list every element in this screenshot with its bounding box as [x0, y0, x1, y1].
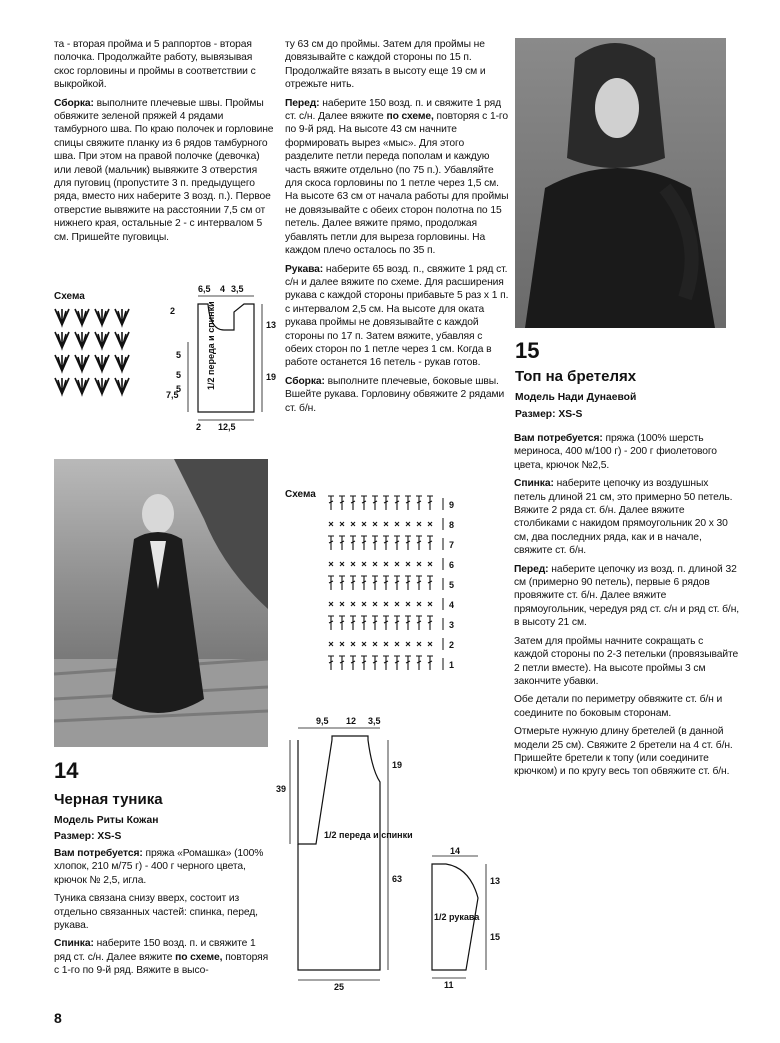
project-15-model: Модель Нади Дунаевой [515, 392, 637, 403]
paragraph [285, 263, 509, 370]
crochet-fan-symbol [95, 309, 109, 325]
paragraph [514, 432, 740, 472]
crochet-fan-symbol [75, 332, 89, 348]
dim-label: 3,5 [368, 716, 381, 726]
dim-label: 19 [266, 372, 277, 382]
crochet-fan-symbol [115, 309, 129, 325]
back-text: наберите 150 возд. п. и свяжите 1 ряд ст. с/н. Далее вяжите [54, 938, 256, 963]
project-14-number: 14 [54, 758, 79, 783]
need-label: Вам потребуется: [54, 848, 143, 859]
dim-label: 11 [444, 980, 454, 990]
crochet-fan-symbol [55, 378, 69, 394]
sleeve-label: Рукава: [285, 263, 324, 275]
dim-label: 6,5 [198, 284, 211, 294]
dim-label: 3,5 [231, 284, 244, 294]
dim-label: 63 [392, 874, 403, 884]
row-number: 1 [449, 660, 455, 670]
dim-label: 39 [276, 784, 287, 794]
size-value: XS-S [558, 409, 583, 420]
paragraph [285, 375, 509, 415]
paragraph [514, 563, 740, 630]
schema-label: Схема [54, 291, 85, 302]
front-text-tail: повторяя с 1-го по 9-й ряд. На высоте 43 см начните формировать вырез «мыс». Для этого разделите петли переда пополам и каждую часть вяжите отдельно (по 75 п.). Убавляйте для скоса горловины по 1 петле через 1,5 см. На высоте 63 см от начала работы для проймы не довязывайте с обеих сторон полотна по 15 петель. Далее вяжите прямо, продолжая убавлять петли для выреза горловины. На каждом плечо осталось по 35 п. [285, 111, 509, 257]
sleeve-text: наберите 65 возд. п., свяжите 1 ряд ст. с/н и далее вяжите по схеме. Для расширения рукава с каждой стороны прибавьте 5 раз х 1 п. с интервалом 2,5 см. На высоте для оката рукава проймы не довязывайте с каждой стороны по 17 п. Затем вяжите, убавляя с обеих сторон по 1 петле через 1 см. Когда в работе останется 16 петель - рукав готов. [285, 263, 509, 369]
top-photo-illustration [515, 38, 726, 328]
dim-label: 5 [176, 370, 182, 380]
row-number: 7 [449, 540, 455, 550]
dim-label: 7,5 [166, 390, 179, 400]
tunic-photo [54, 459, 268, 747]
crochet-fan-symbol [55, 332, 69, 348]
size-label: Размер: [54, 831, 95, 842]
crochet-fan-symbol [75, 378, 89, 394]
vest-diagram-label: 1/2 переда и спинки [206, 301, 216, 390]
stitch-chart [325, 492, 465, 678]
dim-label: 2 [196, 422, 202, 432]
crochet-fan-symbol [115, 355, 129, 371]
dim-label: 12,5 [218, 422, 236, 432]
dim-label: 2 [170, 306, 176, 316]
row-number: 3 [449, 620, 455, 630]
col1-top-text [54, 38, 274, 249]
size-label: Размер: [515, 409, 556, 420]
stitch-row [328, 536, 454, 550]
dim-label: 5 [176, 384, 182, 394]
paragraph [54, 847, 274, 887]
stitch-row [328, 496, 454, 510]
crochet-fan-symbol [75, 355, 89, 371]
front-text: наберите цепочку из возд. п. длиной 32 см (примерно 90 петель), первые 6 рядов провяжите ст. б/н. Далее вяжите прямоугольник, чередуя ряд ст. с/н и ряд ст. б/н, в высоту 21 см. [514, 563, 740, 629]
assembly-text: выполните плечевые, боковые швы. Вшейте рукава. Горловину обвяжите 2 рядами ст. б/н. [285, 375, 505, 414]
row-number: 6 [449, 560, 455, 570]
top-photo [515, 38, 726, 328]
stitch-chart-label: Схема [285, 489, 316, 500]
dim-label: 12 [346, 716, 357, 726]
crochet-fan-symbol [115, 332, 129, 348]
back-text-tail: повторяя с 1-го по 9-й ряд. Вяжите в высо- [54, 951, 269, 977]
project-14-model: Модель Риты Кожан [54, 815, 159, 826]
project-15-size [515, 409, 582, 420]
crochet-symbol-chart [54, 305, 140, 401]
paragraph: Отмерьте нужную длину бретелей (в данной модели 25 см). Свяжите 2 бретели на 4 ст. б/н. Пришейте бретели к топу (или соедините крючком) и по кругу весь топ обвяжите ст. б/н. [514, 726, 733, 778]
dim-label: 25 [334, 982, 345, 992]
dim-label: 5 [176, 350, 182, 360]
stitch-row [329, 638, 454, 650]
crochet-fan-symbol [55, 309, 69, 325]
dim-label: 15 [490, 932, 501, 942]
stitch-row [328, 616, 454, 630]
crochet-fan-symbol [115, 378, 129, 394]
stitch-row [328, 576, 454, 590]
front-label: Перед: [285, 97, 320, 109]
tunic-diagram-label: 1/2 переда и спинки [324, 830, 413, 840]
crochet-fan-symbol [55, 355, 69, 371]
row-number: 2 [449, 640, 455, 650]
tunic-photo-illustration [54, 459, 268, 747]
project-15-title: Топ на бретелях [515, 368, 637, 385]
need-text: пряжа «Ромашка» (100% хлопок, 210 м/75 г) - 400 г черного цвета, крючок № 2,5, игла. [54, 848, 264, 886]
project-15-number: 15 [515, 338, 540, 363]
assembly-text: выполните плечевые швы. Проймы обвяжите зеленой пряжей 4 рядами тамбурного шва. По краю полочек и горловине спицы свяжите планку из 6 рядов тамбурного шва. При этом на правой полочке (девочка) или левой (мальчик) вывяжите 3 отверстия для пуговиц (пропустите 3 п. предыдущего ряда, вместо них наберите 3 возд. п.). Первое отверстие вывяжите на расстоянии 7,5 см от нижнего края, остальные 2 - с интервалом 5 см. Пришейте пуговицы. [54, 97, 274, 243]
stitch-row [329, 598, 454, 610]
project-15-text [514, 432, 740, 784]
stitch-row [329, 518, 454, 530]
back-label: Спинка: [514, 478, 554, 490]
sleeve-diagram-label: 1/2 рукава [434, 912, 480, 922]
crochet-fan-symbol [95, 355, 109, 371]
tunic-pattern-diagram [276, 712, 420, 998]
page-number: 8 [54, 1010, 62, 1026]
dim-label: 4 [220, 284, 226, 294]
front-bold: по схеме, [386, 111, 434, 123]
dim-label: 9,5 [316, 716, 329, 726]
row-number: 5 [449, 580, 455, 590]
sleeve-pattern-diagram [422, 846, 512, 990]
paragraph [285, 97, 509, 258]
row-number: 4 [449, 600, 455, 610]
paragraph: та - вторая пройма и 5 раппортов - вторая полочка. Продолжайте работу, вывязывая скос горловины и проймы в соответствии с выкройкой. [54, 39, 256, 91]
crochet-fan-symbol [95, 332, 109, 348]
project-14-title: Черная туника [54, 791, 163, 808]
paragraph: ту 63 см до проймы. Затем для проймы не довязывайте с каждой стороны по 15 п. Продолжайте вязать в высоту еще 19 см и отрежьте нить. [285, 39, 486, 91]
front-label: Перед: [514, 563, 549, 575]
stitch-row [328, 656, 454, 670]
dim-label: 13 [490, 876, 501, 886]
col2-text [285, 38, 509, 420]
paragraph [514, 477, 740, 557]
crochet-fan-symbol [95, 378, 109, 394]
paragraph: Затем для проймы начните сокращать с каждой стороны по 2-3 петельки (провязывайте 2 петли вместе). На высоте проймы 3 см закончите убавки. [514, 635, 739, 687]
dim-label: 14 [450, 846, 461, 856]
vest-dimension-lines [188, 296, 262, 420]
front-text: наберите 150 возд. п. и свяжите 1 ряд ст. с/н. Далее вяжите [285, 97, 501, 123]
paragraph [54, 937, 274, 977]
assembly-label: Сборка: [54, 97, 94, 109]
need-label: Вам потребуется: [514, 433, 603, 444]
paragraph [54, 97, 274, 244]
assembly-label: Сборка: [285, 375, 325, 387]
dim-label: 19 [392, 760, 403, 770]
tunic-outline [298, 736, 380, 970]
project-14-text [54, 847, 274, 983]
dim-label: 13 [266, 320, 277, 330]
vest-pattern-diagram [158, 282, 278, 432]
crochet-fan-symbol [75, 309, 89, 325]
row-number: 8 [449, 520, 455, 530]
back-text: наберите цепочку из воздушных петель длиной 21 см, это примерно 50 петель. Вяжите 2 ряда ст. б/н. Далее вяжите столбиками с накидом прямоугольник 20 х 30 см, два последних ряда, как и в начале, свяжите ст. б/н. [514, 478, 733, 557]
back-label: Спинка: [54, 938, 94, 950]
row-number: 9 [449, 500, 455, 510]
need-text: пряжа (100% шерсть мериноса, 400 м/100 г) - 200 г фиолетового цвета, крючок №2,5. [514, 433, 717, 471]
stitch-row [329, 558, 454, 570]
size-value: XS-S [97, 831, 122, 842]
project-14-size [54, 831, 121, 842]
back-bold: по схеме, [175, 951, 223, 963]
paragraph: Туника связана снизу вверх, состоит из отдельно связанных частей: спинка, перед, рукава. [54, 893, 258, 932]
paragraph: Обе детали по периметру обвяжите ст. б/н и соедините по боковым сторонам. [514, 694, 723, 719]
